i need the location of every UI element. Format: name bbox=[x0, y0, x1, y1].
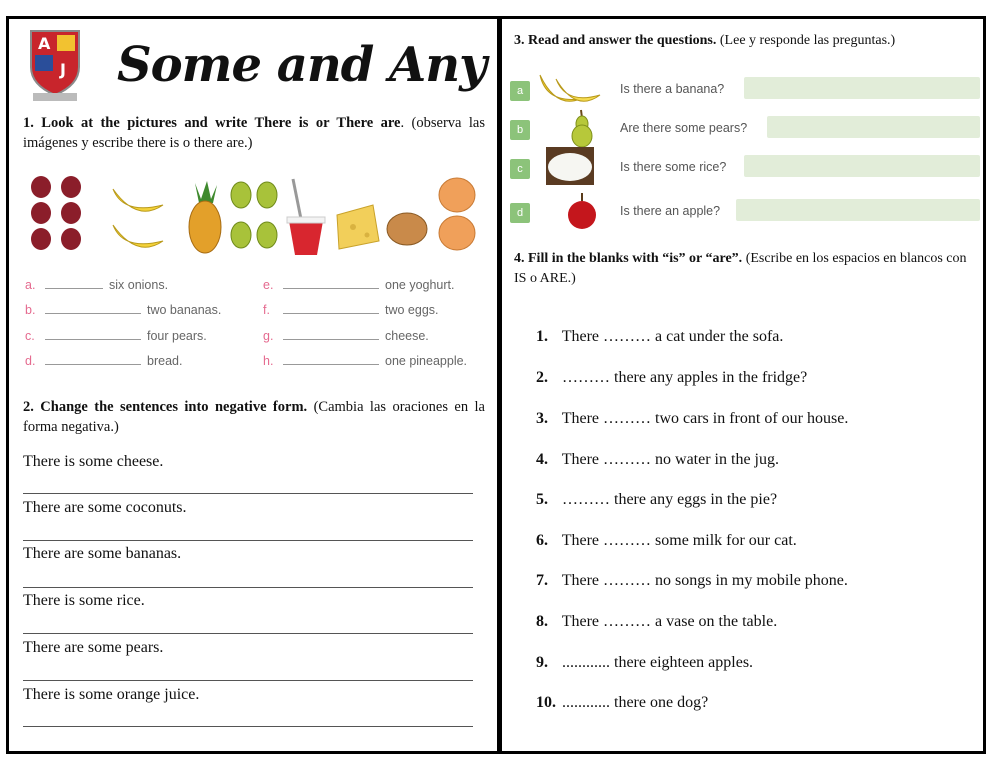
fill-item-h bbox=[263, 353, 467, 368]
answer-line[interactable] bbox=[23, 726, 473, 727]
section-1-heading-bold: 1. Look at the pictures and write There is or There are bbox=[23, 115, 401, 131]
bread-picture bbox=[387, 213, 427, 245]
onions-picture bbox=[31, 176, 81, 250]
item-number: 2. bbox=[536, 369, 548, 386]
answer-box[interactable] bbox=[736, 199, 980, 221]
item-text: There ……… no songs in my mobile phone. bbox=[561, 572, 848, 589]
section-1-heading-rest: . (observa las imágenes y escribe there is o there are.) bbox=[23, 115, 485, 151]
section-4-heading-bold: 4. Fill in the blanks with “is” or “are”. bbox=[514, 251, 743, 266]
item-number: 9. bbox=[536, 654, 548, 671]
fill-item-b bbox=[25, 302, 221, 317]
logo-letter-a: A bbox=[38, 34, 51, 53]
item-text: ............ there eighteen apples. bbox=[562, 654, 754, 671]
school-logo bbox=[27, 27, 83, 103]
fill-letter: f. bbox=[263, 303, 270, 317]
fill-text: six onions. bbox=[109, 278, 169, 292]
item-text: ……… there any eggs in the pie? bbox=[562, 491, 778, 508]
yoghurt-picture bbox=[287, 179, 325, 255]
answer-box[interactable] bbox=[744, 155, 980, 177]
question-row-c bbox=[510, 147, 980, 187]
item-number: 6. bbox=[536, 532, 548, 549]
fill-letter: g. bbox=[263, 329, 274, 343]
answer-blank[interactable] bbox=[45, 328, 141, 340]
food-pictures bbox=[27, 175, 479, 255]
left-worksheet-panel bbox=[6, 16, 500, 754]
section-2-heading bbox=[23, 397, 485, 437]
answer-box[interactable] bbox=[744, 77, 980, 99]
section-2-heading-bold: 2. Change the sentences into negative form. bbox=[23, 399, 308, 415]
blank-item-10 bbox=[536, 694, 708, 712]
answer-blank[interactable] bbox=[283, 353, 379, 365]
answer-blank[interactable] bbox=[283, 277, 379, 289]
question-badge: c bbox=[510, 159, 530, 179]
negative-sentence: There is some cheese. bbox=[23, 453, 164, 470]
section-4-heading bbox=[514, 249, 976, 289]
fill-text: one pineapple. bbox=[385, 354, 468, 368]
fill-item-a bbox=[25, 277, 168, 292]
pears-picture bbox=[231, 182, 277, 248]
answer-line[interactable] bbox=[23, 633, 473, 634]
negative-sentence: There is some rice. bbox=[23, 592, 145, 609]
negative-sentence: There are some pears. bbox=[23, 639, 164, 656]
fill-letter: e. bbox=[263, 278, 274, 292]
question-badge: d bbox=[510, 203, 530, 223]
negative-sentence: There is some orange juice. bbox=[23, 686, 200, 703]
item-text: ……… there any apples in the fridge? bbox=[562, 369, 808, 386]
section-4-heading-rest: (Escribe en los espacios en blancos con IS o ARE.) bbox=[514, 251, 967, 286]
fill-letter: h. bbox=[263, 354, 274, 368]
section-3-heading-rest: (Lee y responde las preguntas.) bbox=[716, 33, 896, 48]
fill-item-d bbox=[25, 353, 182, 368]
bananas-picture bbox=[113, 189, 163, 247]
blank-item-2 bbox=[536, 369, 807, 387]
apple-picture bbox=[536, 191, 602, 231]
item-text: ............ there one dog? bbox=[562, 694, 709, 711]
answer-blank[interactable] bbox=[45, 277, 103, 289]
answer-box[interactable] bbox=[767, 116, 980, 138]
fill-text: cheese. bbox=[385, 329, 429, 343]
fill-item-g bbox=[263, 328, 429, 343]
fill-item-f bbox=[263, 302, 439, 317]
fill-text: bread. bbox=[147, 354, 183, 368]
blank-item-1 bbox=[536, 328, 783, 346]
question-text: Is there some rice? bbox=[620, 160, 727, 174]
answer-blank[interactable] bbox=[283, 328, 379, 340]
logo-letter-j: J bbox=[60, 60, 66, 79]
eggs-picture bbox=[439, 178, 475, 250]
answer-blank[interactable] bbox=[283, 302, 379, 314]
item-text: There ……… a vase on the table. bbox=[561, 613, 778, 630]
item-text: There ……… some milk for our cat. bbox=[561, 532, 797, 549]
item-text: There ……… two cars in front of our house. bbox=[561, 410, 849, 427]
negative-sentence: There are some bananas. bbox=[23, 545, 182, 562]
item-text: There ……… a cat under the sofa. bbox=[561, 328, 784, 345]
item-number: 8. bbox=[536, 613, 548, 630]
item-number: 3. bbox=[536, 410, 548, 427]
section-1-heading bbox=[23, 113, 485, 153]
item-number: 7. bbox=[536, 572, 548, 589]
answer-line[interactable] bbox=[23, 680, 473, 681]
fill-text: two eggs. bbox=[385, 303, 439, 317]
blank-item-7 bbox=[536, 572, 848, 590]
item-number: 4. bbox=[536, 451, 548, 468]
section-2-heading-rest: (Cambia las oraciones en la forma negativa.) bbox=[23, 399, 485, 435]
blank-item-8 bbox=[536, 613, 777, 631]
section-3-heading bbox=[514, 33, 895, 49]
item-text: There ……… no water in the jug. bbox=[561, 451, 779, 468]
banana-picture bbox=[536, 69, 602, 109]
question-text: Are there some pears? bbox=[620, 121, 748, 135]
answer-line[interactable] bbox=[23, 587, 473, 588]
question-text: Is there a banana? bbox=[620, 82, 725, 96]
negative-sentence: There are some coconuts. bbox=[23, 499, 187, 516]
fill-letter: a. bbox=[25, 278, 36, 292]
answer-line[interactable] bbox=[23, 493, 473, 494]
answer-blank[interactable] bbox=[45, 353, 141, 365]
rice-picture bbox=[536, 147, 602, 187]
fill-text: two bananas. bbox=[147, 303, 222, 317]
question-badge: b bbox=[510, 120, 530, 140]
fill-letter: c. bbox=[25, 329, 35, 343]
blank-item-4 bbox=[536, 451, 779, 469]
fill-item-c bbox=[25, 328, 207, 343]
fill-text: one yoghurt. bbox=[385, 278, 455, 292]
question-row-d bbox=[510, 191, 980, 231]
question-row-a bbox=[510, 69, 980, 109]
pineapple-picture bbox=[189, 181, 221, 253]
blank-item-9 bbox=[536, 654, 753, 672]
pear-picture bbox=[536, 108, 602, 148]
item-number: 10. bbox=[536, 694, 556, 711]
answer-blank[interactable] bbox=[45, 302, 141, 314]
right-worksheet-panel bbox=[499, 16, 986, 754]
fill-letter: b. bbox=[25, 303, 36, 317]
blank-item-6 bbox=[536, 532, 797, 550]
section-3-heading-bold: 3. Read and answer the questions. bbox=[514, 33, 717, 48]
question-text: Is there an apple? bbox=[620, 204, 721, 218]
question-row-b bbox=[510, 108, 980, 148]
fill-text: four pears. bbox=[147, 329, 207, 343]
item-number: 5. bbox=[536, 491, 548, 508]
blank-item-3 bbox=[536, 410, 848, 428]
question-badge: a bbox=[510, 81, 530, 101]
cheese-picture bbox=[337, 205, 379, 249]
answer-line[interactable] bbox=[23, 540, 473, 541]
blank-item-5 bbox=[536, 491, 777, 509]
fill-item-e bbox=[263, 277, 455, 292]
item-number: 1. bbox=[536, 328, 548, 345]
fill-letter: d. bbox=[25, 354, 36, 368]
worksheet-title: Some and Any bbox=[117, 37, 487, 93]
